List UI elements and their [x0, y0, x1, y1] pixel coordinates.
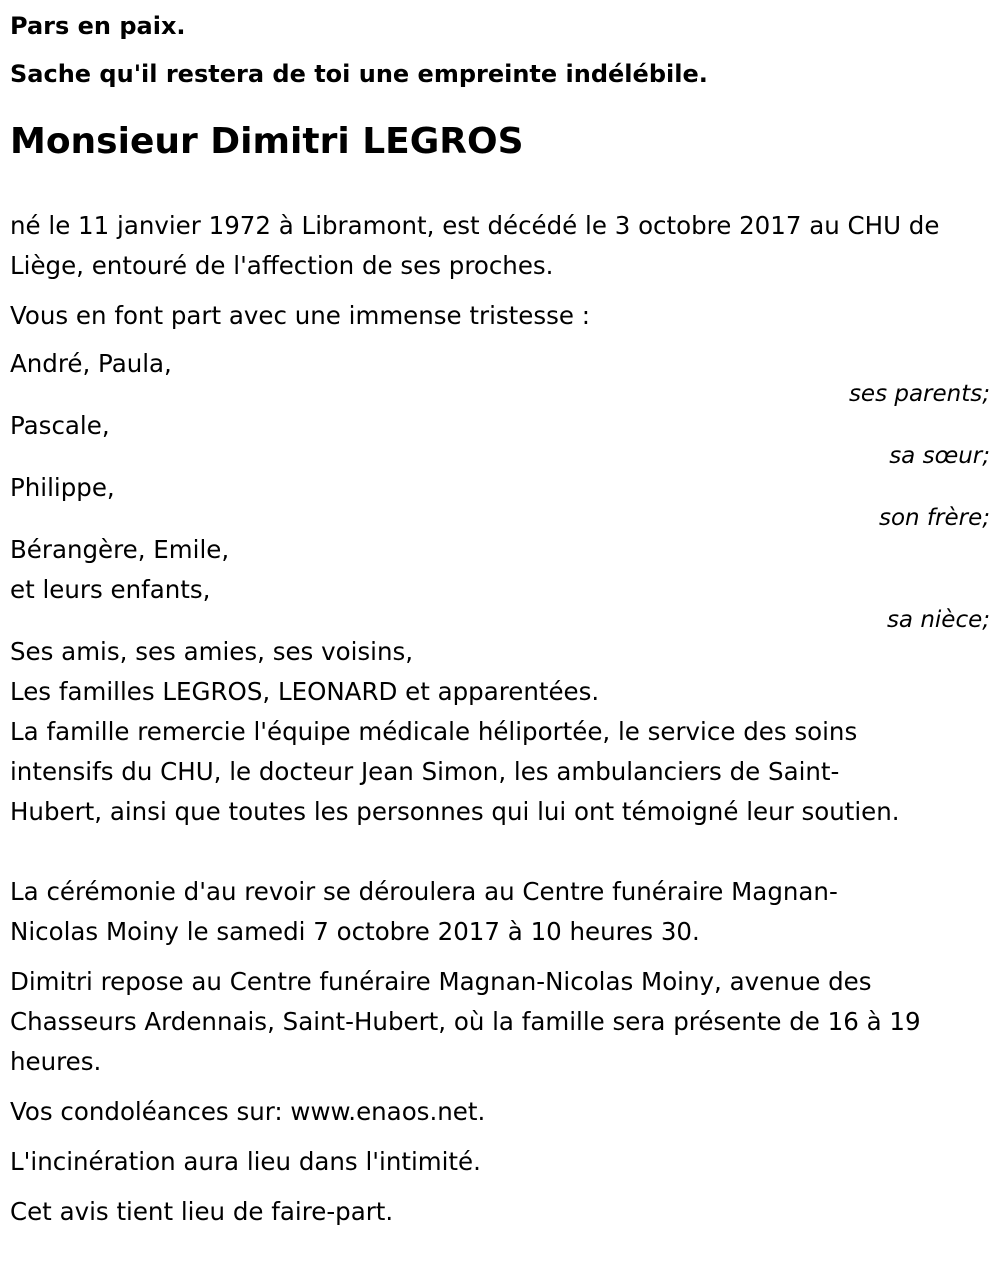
deceased-name: Monsieur Dimitri LEGROS: [10, 121, 524, 162]
family-entry-brother: [10, 468, 990, 530]
family-names: André, Paula,: [10, 349, 172, 378]
thanks-line-2: intensifs du CHU, le docteur Jean Simon, les ambulanciers de Saint-: [10, 757, 840, 786]
family-names-continued: et leurs enfants,: [10, 575, 211, 604]
paragraph-spacer: [10, 832, 990, 872]
intro-line-2: Liège, entouré de l'affection de ses proches.: [10, 251, 554, 280]
families-line: Les familles LEGROS, LEONARD et apparentées.: [10, 677, 600, 706]
family-names: Bérangère, Emile,: [10, 535, 230, 564]
rest-paragraph: [10, 962, 990, 1082]
thanks-line-3: Hubert, ainsi que toutes les personnes qui lui ont témoigné leur soutien.: [10, 797, 900, 826]
ceremony-line-1: La cérémonie d'au revoir se déroulera au Centre funéraire Magnan-: [10, 877, 838, 906]
family-relation: sa sœur;: [889, 443, 990, 469]
ceremony-line-2: Nicolas Moiny le samedi 7 octobre 2017 à 10 heures 30.: [10, 917, 700, 946]
epigraph-line-2: Sache qu'il restera de toi une empreinte indélébile.: [10, 60, 708, 88]
family-names: Pascale,: [10, 411, 110, 440]
family-names: Philippe,: [10, 473, 115, 502]
thanks-line-1: La famille remercie l'équipe médicale héliportée, le service des soins: [10, 717, 858, 746]
family-entry-parents: [10, 344, 990, 406]
cremation-line: L'incinération aura lieu dans l'intimité.: [10, 1147, 481, 1176]
rest-line-2: Chasseurs Ardennais, Saint-Hubert, où la famille sera présente de 16 à 19: [10, 1007, 921, 1036]
family-list: [10, 344, 990, 632]
epigraph-line-1: Pars en paix.: [10, 12, 186, 40]
family-relation: ses parents;: [848, 381, 990, 407]
friends-line: Ses amis, ses amies, ses voisins,: [10, 637, 414, 666]
rest-line-3: heures.: [10, 1047, 102, 1076]
thanks-paragraph: [10, 712, 990, 832]
closing-line: Cet avis tient lieu de faire-part.: [10, 1197, 394, 1226]
family-relation: sa nièce;: [886, 607, 990, 633]
intro-paragraph: [10, 206, 990, 286]
family-relation: son frère;: [878, 505, 990, 531]
family-entry-sister: [10, 406, 990, 468]
ceremony-paragraph: [10, 872, 990, 952]
family-entry-niece: [10, 530, 990, 632]
rest-line-1: Dimitri repose au Centre funéraire Magnan-Nicolas Moiny, avenue des: [10, 967, 872, 996]
intro-line-1: né le 11 janvier 1972 à Libramont, est décédé le 3 octobre 2017 au CHU de: [10, 211, 940, 240]
announcement: Vous en font part avec une immense tristesse :: [10, 301, 590, 330]
condolences-line: Vos condoléances sur: www.enaos.net.: [10, 1097, 486, 1126]
